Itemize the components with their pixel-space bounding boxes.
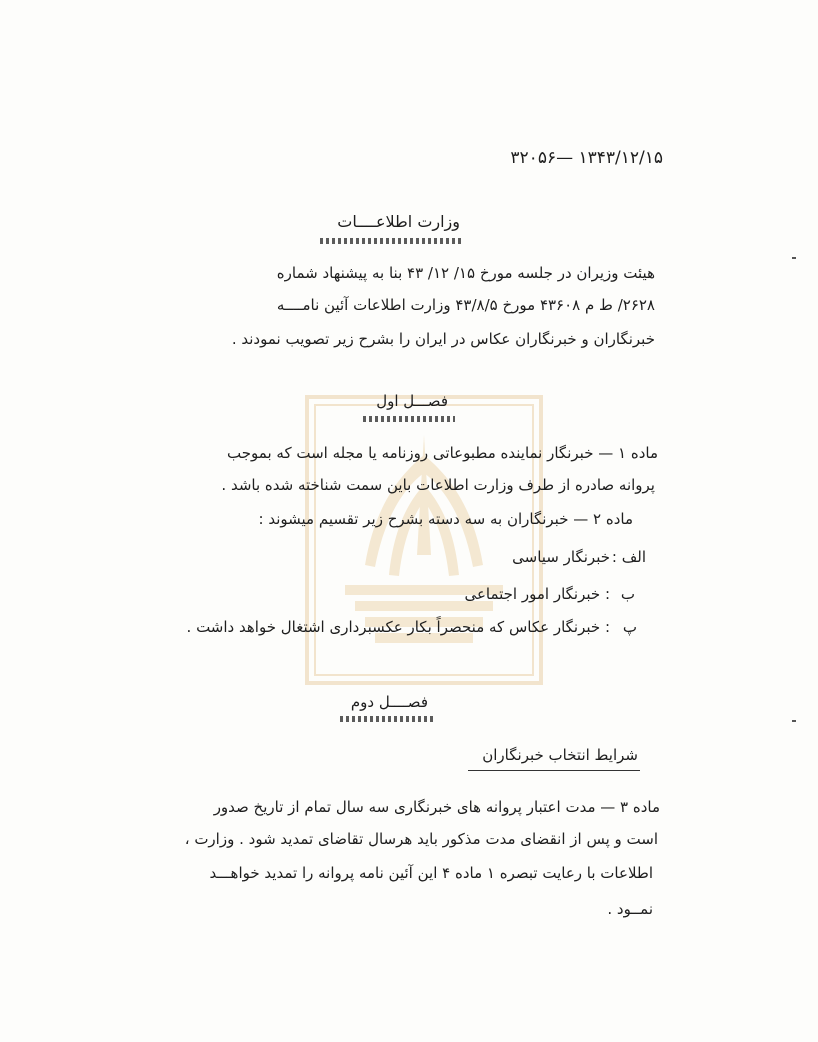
- article-1-line-2: پروانه صادره از طرف وزارت اطلاعات باین سمت شناخته شده باشد .: [221, 476, 655, 494]
- item-a-letter: الف :: [611, 548, 646, 566]
- preamble-line-2: ۲۶۲۸/ ط م ۴۳۶۰۸ مورخ ۴۳/۸/۵ وزارت اطلاعات آئین نامــــه: [276, 296, 655, 314]
- section-2-heading: فصــــل دوم: [350, 693, 428, 711]
- margin-mark: [792, 257, 796, 259]
- item-b-letter: ب: [620, 585, 635, 603]
- document-title: وزارت اطلاعــــات: [337, 212, 460, 231]
- article-3-line-4: نمــود .: [607, 900, 653, 918]
- item-a-text: خبرنگار سیاسی: [512, 548, 610, 566]
- section-2-subheading: شرایط انتخاب خبرنگاران: [482, 746, 638, 764]
- article-1-line-1: ماده ۱ — خبرنگار نماینده مطبوعاتی روزنامه یا مجله است که بموجب: [227, 444, 658, 462]
- article-2-line: ماده ۲ — خبرنگاران به سه دسته بشرح زیر تقسیم میشوند :: [258, 510, 633, 528]
- preamble-line-3: خبرنگاران و خبرنگاران عکاس در ایران را بشرح زیر تصویب نمودند .: [231, 330, 655, 348]
- section-1-underline: [363, 416, 455, 422]
- margin-mark: [792, 720, 796, 722]
- item-c-text: : خبرنگار عکاس که منحصراً بکار عکسبرداری اشتغال خواهد داشت .: [186, 618, 610, 636]
- preamble-line-1: هیئت وزیران در جلسه مورخ ۱۵/ ۱۲/ ۴۳ بنا به پیشنهاد شماره: [276, 264, 655, 282]
- title-underline: [320, 238, 462, 244]
- item-b-text: : خبرنگار امور اجتماعی: [464, 585, 610, 603]
- article-3-line-2: است و پس از انقضای مدت مذکور باید هرسال تقاضای تمدید شود . وزارت ،: [184, 830, 658, 848]
- subheading-underline: [468, 770, 640, 771]
- document-reference: ۱۳۴۳/۱۲/۱۵ —۳۲۰۵۶: [510, 148, 663, 168]
- article-3-line-1: ماده ۳ — مدت اعتبار پروانه های خبرنگاری سه سال تمام از تاریخ صدور: [213, 798, 660, 816]
- item-c-letter: پ: [622, 618, 637, 636]
- section-2-underline: [340, 716, 435, 722]
- emblem-watermark: [305, 395, 543, 685]
- article-3-line-3: اطلاعات با رعایت تبصره ۱ ماده ۴ این آئین نامه پروانه را تمدید خواهـــد: [209, 864, 653, 882]
- section-1-heading: فصـــل اول: [376, 392, 448, 410]
